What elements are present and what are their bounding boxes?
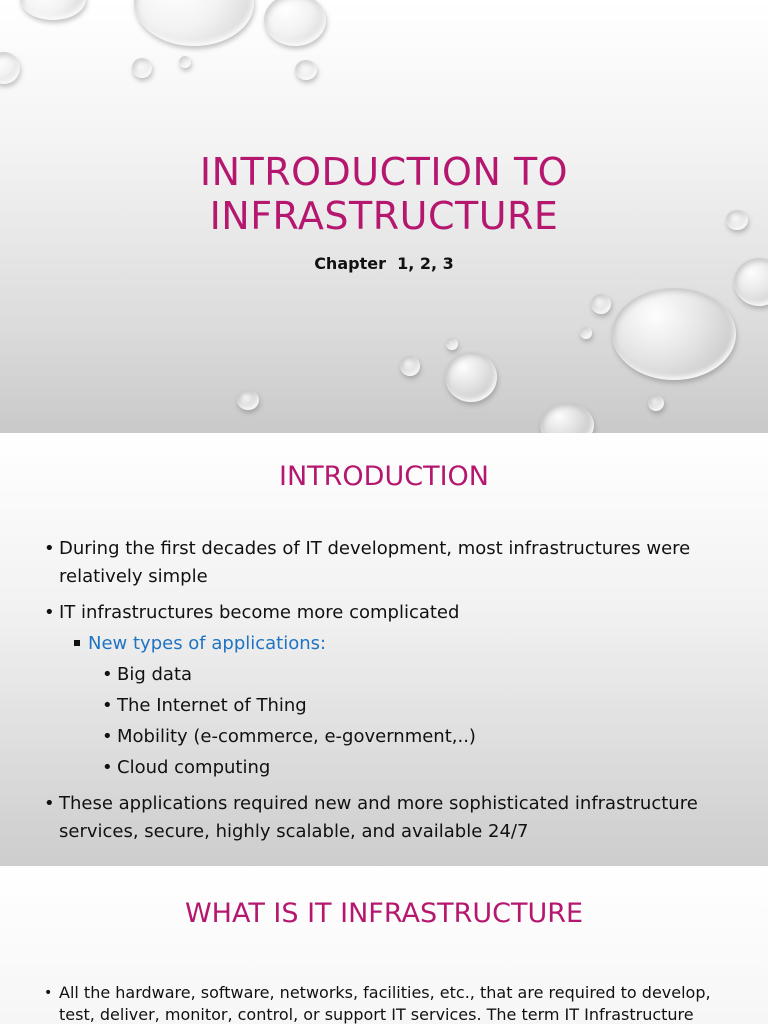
water-drop-decoration [445,352,497,402]
bullet-text: • All the hardware, software, networks, facilities, etc., that are required to develop, test, deliver, monitor, control, or support IT services. The term IT Infrastructure [59,982,719,1024]
water-drop-decoration [134,0,254,46]
bullet-text: • These applications required new and more sophisticated infrastructure services, secure, highly scalable, and available 24/7 [59,793,698,842]
introduction-slide [0,433,768,866]
water-drop-decoration [179,56,191,68]
water-drop-decoration [132,58,152,78]
sub-list [59,630,728,782]
water-drop-decoration [295,60,317,80]
water-drop-decoration [580,327,592,339]
list-item: • Mobility (e-commerce, e-government,..) [117,723,728,751]
water-drop-decoration [591,294,611,314]
list-item: • Cloud computing [117,754,728,782]
slide-body [0,535,768,846]
slide-title: WHAT IS IT INFRASTRUCTURE [184,898,584,929]
water-drop-decoration [264,0,326,46]
list-item: • The Internet of Thing [117,692,728,720]
sub-heading: New types of applications: [88,633,327,654]
list-item [0,535,768,591]
list-item: • Big data [117,661,728,689]
bullet-text: • IT infrastructures become more complicated [59,602,459,623]
water-drop-decoration [400,356,420,376]
title-slide [0,0,768,433]
bullet-list [0,535,768,846]
water-drop-decoration [540,403,594,433]
water-drop-decoration [237,390,259,410]
slide-title: INTRODUCTION [279,461,489,492]
slide-title [0,150,768,238]
list-item [0,599,768,782]
water-drop-decoration [612,288,736,380]
slide-title-line-1: INTRODUCTION TO [199,150,569,194]
water-drop-decoration [20,0,86,20]
what-is-it-infrastructure-slide [0,866,768,1024]
bullet-text: • During the first decades of IT development, most infrastructures were relatively simple [59,538,690,587]
sub-sub-list [88,661,728,782]
slide-title-line-2: INFRASTRUCTURE [209,194,559,238]
water-drop-decoration [0,52,20,84]
water-drop-decoration [648,395,664,411]
water-drop-decoration [446,338,458,350]
list-item [0,790,768,846]
slide-subtitle: Chapter 1, 2, 3 [314,254,454,273]
list-item [88,630,728,782]
